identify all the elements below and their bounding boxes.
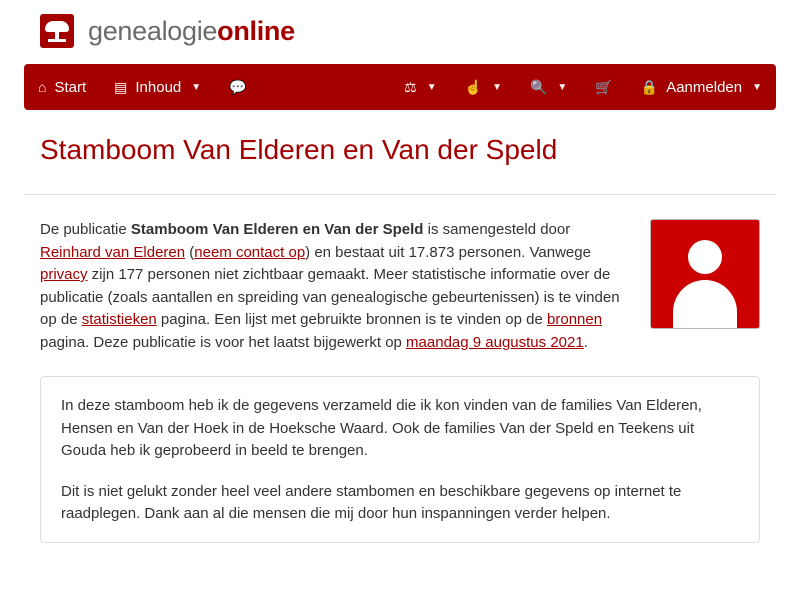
description-paragraph-2: Dit is niet gelukt zonder heel veel andere stambomen en beschikbare gegevens op internet te raadplegen. Dank aan al die mensen die mij door hun inspanningen verder helpen. [61,482,682,522]
intro-text-7: pagina. Deze publicatie is voor het laatst bijgewerkt op [40,333,407,351]
page-title-wrap [24,110,776,180]
nav-item-search[interactable] [516,64,581,110]
nav-item-cart[interactable] [581,64,626,110]
shopping-cart-icon: 🛒 [595,79,613,95]
chevron-down-icon: ▼ [752,81,762,93]
intro-text-4: ) en bestaat uit 17.873 personen. Vanwege [305,243,591,261]
nav-item-aanmelden[interactable] [627,64,776,110]
logo-tree-base [48,39,66,42]
family-tree-icon: ⚖ [404,79,417,95]
chevron-down-icon: ▼ [426,81,437,93]
site-header [0,0,800,58]
intro-section [24,195,776,354]
last-updated-link[interactable]: maandag 9 augustus 2021 [406,333,584,351]
home-icon: ⌂ [38,79,47,95]
nav-label-aanmelden: Aanmelden [666,78,743,96]
intro-text-1: De publicatie [40,221,131,238]
publication-name: Stamboom Van Elderen en Van der Speld [130,221,424,238]
chevron-down-icon: ▼ [557,81,568,93]
intro-text-5: zijn 177 personen niet zichtbaar gemaakt. Meer statistische informatie over de publicatie (zoals aantallen en spreiding van genealogische gebeurtenissen) is te vinden op de [40,266,620,328]
tree-logo-icon[interactable] [40,14,74,48]
book-icon: ▤ [114,79,128,95]
lock-icon: 🔒 [640,79,659,95]
chevron-down-icon: ▼ [492,81,502,93]
nav-right-group [390,64,776,110]
user-avatar-icon[interactable] [650,219,760,329]
page-title: Stamboom Van Elderen en Van der Speld [40,134,558,165]
logo-text-part1: genealogie [88,15,218,46]
avatar-head [688,240,722,274]
statistics-link[interactable]: statistieken [81,311,157,328]
privacy-link[interactable]: privacy [40,266,88,283]
author-link[interactable]: Reinhard van Elderen [40,243,186,261]
intro-paragraph [40,219,632,354]
sources-link[interactable]: bronnen [547,311,603,328]
intro-text-8: . [583,333,588,351]
nav-item-comments[interactable] [215,64,260,110]
site-logo-text[interactable] [88,16,295,47]
logo-text-part2: online [217,15,295,46]
chevron-down-icon: ▼ [191,81,202,93]
nav-spacer [261,64,391,110]
intro-text-2: is samengesteld door [423,221,571,238]
nav-label-inhoud: Inhoud [135,78,182,96]
description-panel [40,376,760,543]
search-icon: 🔍 [529,79,548,95]
main-navigation [24,64,776,110]
hand-point-up-icon: ☝ [464,79,483,95]
comments-icon: 💬 [229,79,247,95]
contact-link[interactable]: neem contact op [194,243,306,261]
avatar-body [673,280,737,329]
nav-item-start[interactable] [24,64,100,110]
description-paragraph-1: In deze stamboom heb ik de gegevens verzameld die ik kon vinden van de families Van Elderen, Hensen en Van der Hoek in de Hoeksche Waard. Ook de families Van der Speld en Teekens uit Gouda heb ik geprobeerd in beeld te brengen. [61,397,702,459]
nav-item-tree[interactable] [390,64,450,110]
nav-label-start: Start [54,78,87,96]
intro-text-3: ( [185,243,195,261]
nav-item-hand[interactable] [451,64,516,110]
intro-text-6: pagina. Een lijst met gebruikte bronnen is te vinden op de [156,311,548,328]
nav-item-inhoud[interactable] [100,64,215,110]
